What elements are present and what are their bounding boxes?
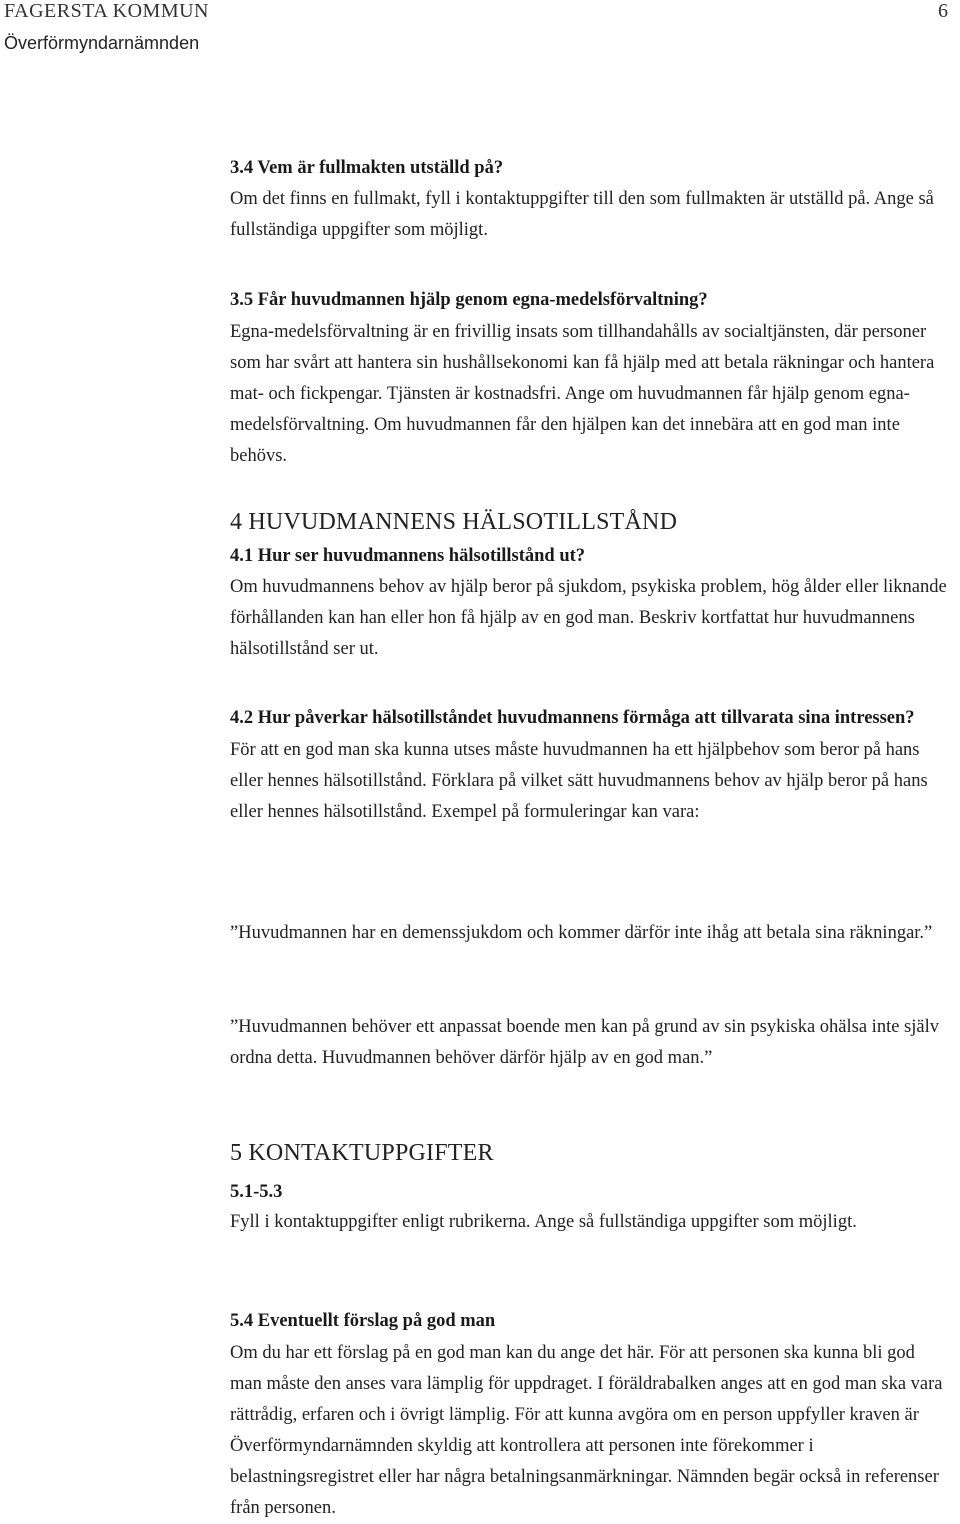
section-5-4-text: Om du har ett förslag på en god man kan du ange det här. För att personen ska kunna bli god man måste den anses vara lämplig för uppdraget. I föräldrabalken anges att en god man ska vara rättrådig, erfaren och i övrigt lämplig. För att kunna avgöra om en person uppfyller kraven är Överförmyndarnämnden skyldig att kontrollera att personen inte förekommer i belastningsregistret eller har några betalningsanmärkningar. Nämnden begär också in referenser från personen. (230, 1343, 943, 1518)
example-quote-1-text: ”Huvudmannen har en demenssjukdom och kommer därför inte ihåg att betala sina räkningar.” (230, 923, 933, 943)
organization-name: FAGERSTA KOMMUN (4, 0, 209, 22)
section-3-4 (230, 154, 950, 246)
section-4-2-text: För att en god man ska kunna utses måste huvudmannen ha ett hjälpbehov som beror på hans eller hennes hälsotillstånd. Förklara på vilket sätt huvudmannens behov av hjälp beror på hans eller hennes hälsotillstånd. Exempel på formuleringar kan vara: (230, 740, 928, 822)
section-4-2-heading: 4.2 Hur påverkar hälsotillståndet huvudmannens förmåga att tillvarata sina intressen? (230, 708, 915, 728)
section-5 (230, 1138, 950, 1168)
section-5-1-3 (230, 1178, 950, 1238)
department-name: Överförmyndarnämnden (4, 33, 200, 53)
section-5-1-3-heading: 5.1-5.3 (230, 1182, 283, 1202)
example-quote-2 (230, 1012, 950, 1074)
example-quote-2-text: ”Huvudmannen behöver ett anpassat boende men kan på grund av sin psykiska ohälsa inte själv ordna detta. Huvudmannen behöver därför hjälp av en god man.” (230, 1017, 939, 1068)
section-3-5-heading: 3.5 Får huvudmannen hjälp genom egna-medelsförvaltning? (230, 290, 708, 310)
section-5-title: 5 KONTAKTUPPGIFTER (230, 1140, 494, 1166)
section-5-1-3-text: Fyll i kontaktuppgifter enligt rubrikerna. Ange så fullständiga uppgifter som möjligt. (230, 1212, 857, 1232)
section-4 (230, 507, 950, 537)
section-4-1-text: Om huvudmannens behov av hjälp beror på sjukdom, psykiska problem, hög ålder eller liknande förhållanden kan han eller hon få hjälp av en god man. Beskriv kortfattat hur huvudmannens hälsotillstånd ser ut. (230, 577, 947, 659)
example-quote-1 (230, 918, 950, 949)
section-3-4-heading: 3.4 Vem är fullmakten utställd på? (230, 158, 504, 178)
section-4-1-heading: 4.1 Hur ser huvudmannens hälsotillstånd ut? (230, 546, 586, 566)
section-5-4-heading: 5.4 Eventuellt förslag på god man (230, 1311, 496, 1331)
page-number: 6 (938, 0, 948, 22)
section-3-5 (230, 286, 950, 472)
section-5-4 (230, 1307, 950, 1524)
section-4-title: 4 HUVUDMANNENS HÄLSOTILLSTÅND (230, 509, 678, 535)
section-3-5-text: Egna-medelsförvaltning är en frivillig insats som tillhandahålls av socialtjänsten, där personer som har svårt att hantera sin hushållsekonomi kan få hjälp med att betala räkningar och hantera mat- och fickpengar. Tjänsten är kostnadsfri. Ange om huvudmannen får hjälp genom egna-medelsförvaltning. Om huvudmannen får den hjälpen kan det innebära att en god man inte behövs. (230, 322, 935, 466)
section-4-1 (230, 542, 950, 665)
page-header (4, 0, 209, 55)
section-3-4-text: Om det finns en fullmakt, fyll i kontaktuppgifter till den som fullmakten är utställd på. Ange så fullständiga uppgifter som möjligt. (230, 189, 934, 240)
section-4-2 (230, 704, 950, 828)
